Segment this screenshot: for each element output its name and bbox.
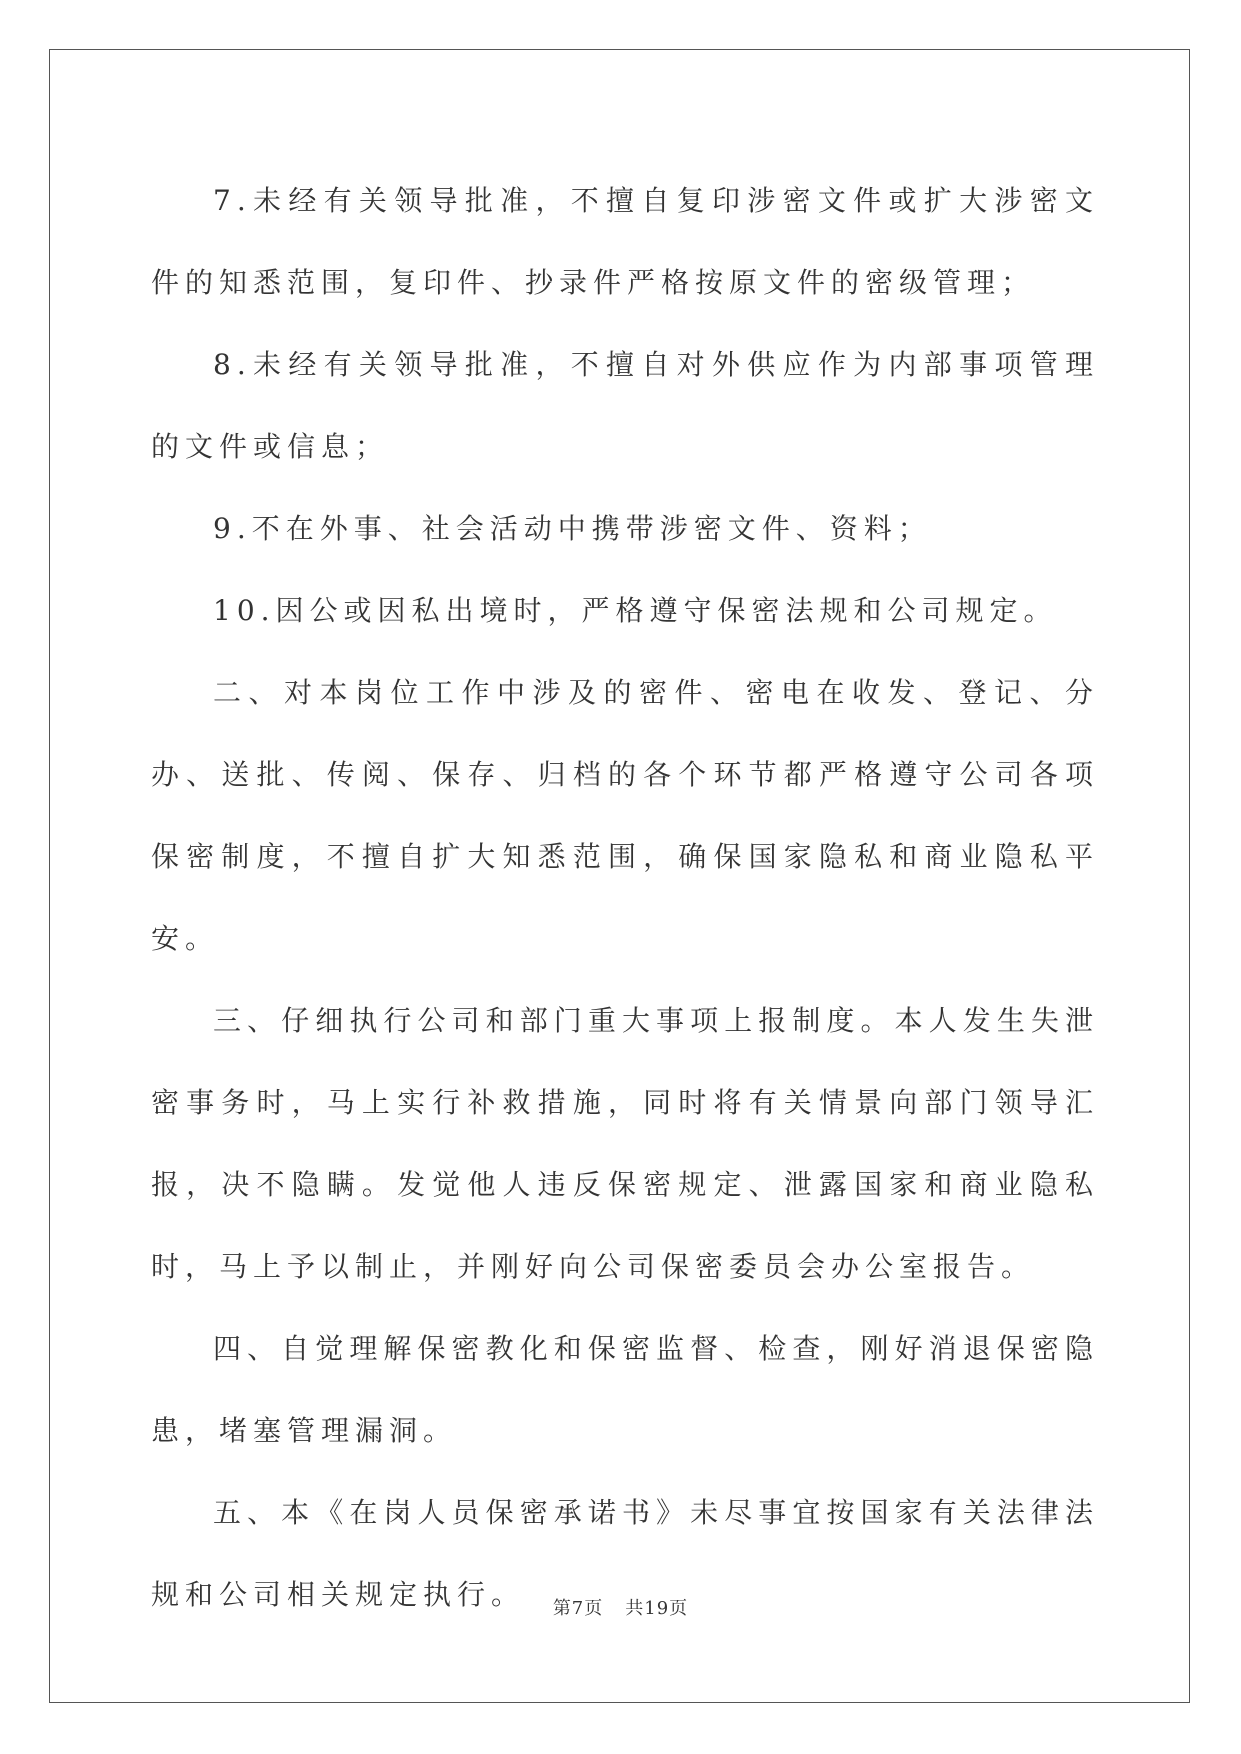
document-body [151,160,1099,1636]
paragraph-section-2: 二、对本岗位工作中涉及的密件、密电在收发、登记、分办、送批、传阅、保存、归档的各个环节都严格遵守公司各项保密制度，不擅自扩大知悉范围，确保国家隐私和商业隐私平安。 [151,676,1099,955]
paragraph-item-8: 8.未经有关领导批准，不擅自对外供应作为内部事项管理的文件或信息； [151,348,1099,463]
paragraph-item-9: 9.不在外事、社会活动中携带涉密文件、资料； [213,512,932,545]
paragraph-item-7: 7.未经有关领导批准，不擅自复印涉密文件或扩大涉密文件的知悉范围，复印件、抄录件严格按原文件的密级管理； [151,184,1099,299]
paragraph-section-3: 三、仔细执行公司和部门重大事项上报制度。本人发生失泄密事务时，马上实行补救措施，同时将有关情景向部门领导汇报，决不隐瞒。发觉他人违反保密规定、泄露国家和商业隐私时，马上予以制止，并刚好向公司保密委员会办公室报告。 [151,1004,1099,1283]
page-footer [0,1594,1241,1620]
paragraph-section-4: 四、自觉理解保密教化和保密监督、检查，刚好消退保密隐患，堵塞管理漏洞。 [151,1332,1099,1447]
paragraph-item-10: 10.因公或因私出境时，严格遵守保密法规和公司规定。 [213,594,1058,627]
paragraph-section-5: 五、本《在岗人员保密承诺书》未尽事宜按国家有关法律法规和公司相关规定执行。 [151,1496,1099,1611]
current-page-number: 第7页 [552,1598,604,1619]
total-page-count: 共19页 [625,1598,689,1619]
